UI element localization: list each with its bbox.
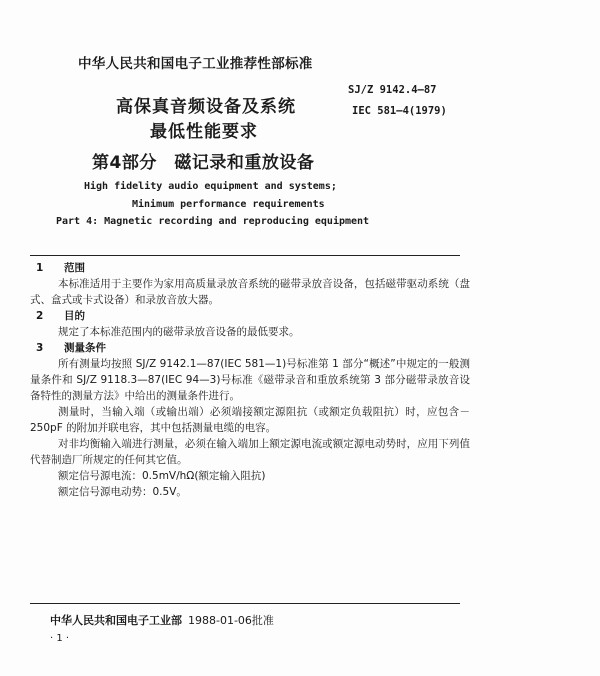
section-3-heading xyxy=(30,340,470,356)
issuer-header: 中华人民共和国电子工业推荐性部标准 xyxy=(78,56,313,72)
english-title-line-1: High fidelity audio equipment and systems; xyxy=(84,181,337,192)
section-3-paragraph-3: 对非均衡输入端进行测量，必须在输入端加上额定源电流或额定源电动势时，应用下列值代替制造厂所规定的任何其它值。 xyxy=(30,438,470,466)
section-title: 测量条件 xyxy=(64,342,106,354)
section-number: 3 xyxy=(36,342,44,354)
document-body xyxy=(30,260,470,500)
section-3-rated-current: 额定信号源电流：0.5mV/hΩ(额定输入阻抗) xyxy=(58,470,266,482)
footer-ministry: 中华人民共和国电子工业部 xyxy=(50,614,182,627)
section-title: 范围 xyxy=(64,262,85,274)
bottom-divider xyxy=(30,603,460,604)
sj-standard-code: SJ/Z 9142.4—87 xyxy=(348,84,437,96)
english-title-line-2: Minimum performance requirements xyxy=(132,199,325,210)
section-3-paragraph-2: 测量时，当输入端（或输出端）必须端接额定源阻抗（或额定负载阻抗）时，应包含－250pF 的附加并联电容，其中包括测量电缆的电容。 xyxy=(30,406,470,434)
iec-standard-code: IEC 581—4(1979) xyxy=(352,105,447,117)
top-divider xyxy=(30,255,460,256)
section-number: 1 xyxy=(36,262,44,274)
title-line-3: 第4部分 磁记录和重放设备 xyxy=(92,153,315,173)
english-title-line-3: Part 4: Magnetic recording and reproducing equipment xyxy=(56,216,370,227)
section-3-paragraph-1: 所有测量均按照 SJ/Z 9142.1—87(IEC 581—1)号标准第 1 部分“概述”中规定的一般测量条件和 SJ/Z 9118.3—87(IEC 94—3)号标准《磁带录音和重放系统第 3 部分磁带录放音设备特性的测量方法》中给出的测量条件进行。 xyxy=(30,358,470,402)
section-3-rated-emf: 额定信号源电动势：0.5V。 xyxy=(58,486,187,498)
section-title: 目的 xyxy=(64,310,85,322)
section-1-heading xyxy=(30,260,470,276)
footer-approval-date: 1988-01-06批准 xyxy=(188,614,274,627)
page-number: · 1 · xyxy=(50,633,70,644)
section-number: 2 xyxy=(36,310,44,322)
section-1-text: 本标准适用于主要作为家用高质量录放音系统的磁带录放音设备，包括磁带驱动系统（盘式、盒式或卡式设备）和录放音放大器。 xyxy=(30,278,470,306)
section-2-text: 规定了本标准范围内的磁带录放音设备的最低要求。 xyxy=(58,326,300,338)
section-2-heading xyxy=(30,308,470,324)
title-line-1: 高保真音频设备及系统 xyxy=(116,97,296,117)
title-line-2: 最低性能要求 xyxy=(150,122,258,142)
